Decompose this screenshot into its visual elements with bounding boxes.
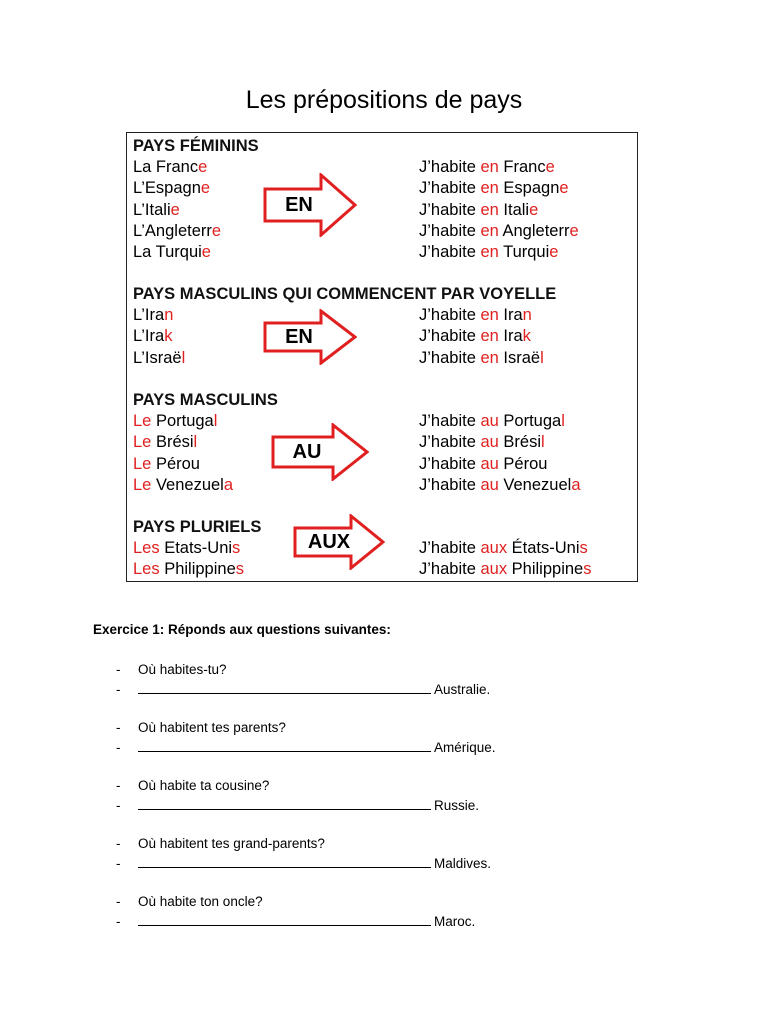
- arrow-label: AU: [292, 440, 322, 463]
- arrow-en: [263, 173, 357, 237]
- country-name: Le Brésil: [133, 433, 198, 452]
- country-name: L’Iran: [133, 306, 174, 324]
- figure-row: [133, 454, 633, 475]
- arrow-label: EN: [285, 325, 313, 348]
- figure-row: [133, 432, 633, 453]
- exercise-answer-line: - Russie.: [116, 798, 480, 813]
- section-title: PAYS MASCULINS QUI COMMENCENT PAR VOYELLE: [133, 285, 557, 303]
- country-name: Le Portugal: [133, 412, 218, 430]
- example-sentence: J’habite en Irak: [419, 327, 531, 346]
- section-title: PAYS FÉMININS: [133, 137, 259, 155]
- example-sentence: J’habite en Espagne: [419, 179, 569, 198]
- example-sentence: J’habite au Brésil: [419, 433, 545, 452]
- figure-row: [133, 242, 633, 263]
- country-name: La France: [133, 158, 208, 176]
- example-sentence: J’habite aux Philippines: [419, 560, 592, 579]
- answer-blank[interactable]: [138, 912, 431, 926]
- prepositions-figure: [126, 132, 638, 582]
- answer-blank[interactable]: [138, 854, 431, 868]
- example-sentence: J’habite en Turquie: [419, 243, 559, 262]
- exercise-title: Exercice 1: Réponds aux questions suivantes:: [93, 622, 391, 637]
- exercise-question: - Où habitent tes grand-parents?: [116, 836, 325, 851]
- example-sentence: J’habite au Venezuela: [419, 475, 581, 494]
- figure-row: [133, 305, 633, 326]
- country-name: Le Venezuela: [133, 475, 234, 494]
- page-title: Les prépositions de pays: [245, 86, 523, 114]
- country-name: La Turquie: [133, 243, 211, 262]
- example-sentence: J’habite en Italie: [419, 200, 539, 219]
- figure-row: [133, 348, 633, 369]
- example-sentence: J’habite en Israël: [419, 348, 544, 367]
- example-sentence: J’habite en Angleterre: [419, 221, 579, 240]
- answer-blank[interactable]: [138, 680, 431, 694]
- section-pluriels: [133, 516, 633, 581]
- answer-blank[interactable]: [138, 738, 431, 752]
- exercise-question: - Où habite ta cousine?: [116, 778, 270, 793]
- country-name: Les Philippines: [133, 560, 244, 579]
- country-name: Le Pérou: [133, 454, 200, 473]
- exercise-question: - Où habite ton oncle?: [116, 894, 263, 909]
- figure-row: [133, 178, 633, 199]
- arrow-au: [271, 423, 369, 481]
- section-masculins: [133, 389, 633, 496]
- exercise-question: - Où habites-tu?: [116, 662, 227, 677]
- figure-row: [133, 221, 633, 242]
- example-sentence: J’habite aux États-Unis: [419, 539, 588, 557]
- arrow-aux: [293, 514, 385, 570]
- country-name: L’Israël: [133, 348, 186, 367]
- country-name: L’Italie: [133, 200, 180, 219]
- section-title: PAYS MASCULINS: [133, 391, 278, 409]
- example-sentence: J’habite en France: [419, 158, 555, 176]
- figure-row: [133, 200, 633, 221]
- section-masculins-voyelle: [133, 283, 633, 369]
- exercise-question: - Où habitent tes parents?: [116, 720, 286, 735]
- exercise-answer-line: - Amérique.: [116, 740, 496, 755]
- example-sentence: J’habite au Pérou: [419, 454, 548, 473]
- figure-row: [133, 475, 633, 496]
- figure-row: [133, 157, 633, 178]
- arrow-label: AUX: [307, 530, 351, 553]
- example-sentence: J’habite au Portugal: [419, 412, 565, 430]
- figure-row: [133, 411, 633, 432]
- country-name: L’Irak: [133, 327, 173, 346]
- figure-row: [133, 326, 633, 347]
- exercise-answer-line: - Australie.: [116, 682, 491, 697]
- country-name: Les Etats-Unis: [133, 539, 241, 557]
- country-name: L’Angleterre: [133, 221, 222, 240]
- example-sentence: J’habite en Iran: [419, 306, 532, 324]
- section-title: PAYS PLURIELS: [133, 518, 262, 536]
- exercise-answer-line: - Maldives.: [116, 856, 492, 871]
- country-name: L’Espagne: [133, 179, 211, 198]
- exercise-answer-line: - Maroc.: [116, 914, 476, 929]
- section-feminins: [133, 135, 633, 263]
- answer-blank[interactable]: [138, 796, 431, 810]
- arrow-en: [263, 309, 357, 365]
- arrow-label: EN: [285, 193, 313, 216]
